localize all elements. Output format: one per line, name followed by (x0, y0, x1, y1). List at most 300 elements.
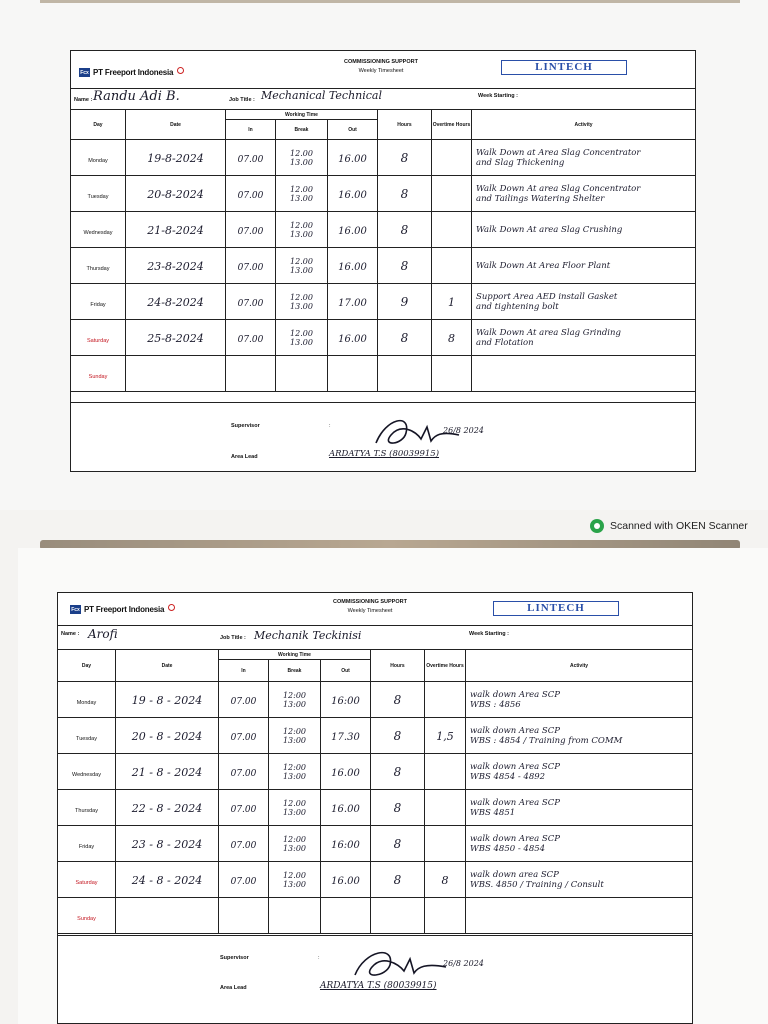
arealead-label: Area Lead (231, 454, 258, 460)
overtime-value: 8 (441, 873, 449, 887)
area-lead-name: ARDATYA T.S (80039915) (320, 981, 437, 991)
supervisor-label: Supervisor (231, 423, 260, 429)
company-name: PT Freeport Indonesia (93, 68, 174, 77)
cell-in (219, 826, 269, 862)
cell-break (269, 790, 321, 826)
cell-day (58, 682, 116, 718)
cell-hours (378, 212, 432, 248)
activity-line-1: walk down Area SCP (470, 833, 560, 844)
table-row (71, 320, 696, 356)
activity-line-2: WBS. 4850 / Training / Consult (470, 879, 604, 890)
cell-out (328, 284, 378, 320)
timesheet-table (57, 649, 693, 934)
break-end: 13:00 (282, 879, 307, 889)
in-value: 07.00 (237, 226, 264, 237)
scanner-logo-icon (590, 519, 604, 533)
scanner-watermark (590, 519, 748, 533)
scanner-text: Scanned with OKEN Scanner (610, 520, 748, 532)
cell-hours (371, 754, 425, 790)
col-date: Date (126, 110, 226, 140)
break-end: 13:00 (282, 807, 307, 817)
cell-activity (466, 682, 693, 718)
out-value: 17.30 (331, 731, 360, 743)
table-row (58, 790, 693, 826)
break-end: 13.00 (290, 157, 313, 167)
cell-out (328, 356, 378, 392)
cell-activity (472, 356, 696, 392)
cell-activity (466, 790, 693, 826)
cell-activity (466, 826, 693, 862)
in-value: 07.00 (230, 840, 257, 851)
job-label: Job Title : (220, 635, 246, 641)
day-label: Friday (78, 843, 95, 850)
in-value: 07.00 (230, 768, 257, 779)
cell-date (126, 176, 226, 212)
break-start: 12:00 (282, 762, 307, 772)
cell-date (126, 248, 226, 284)
cell-day (58, 754, 116, 790)
job-label: Job Title : (229, 97, 255, 103)
break-start: 12.00 (290, 220, 313, 230)
cell-date (126, 320, 226, 356)
table-row (71, 284, 696, 320)
date-value: 23 - 8 - 2024 (131, 837, 203, 851)
day-label: Monday (76, 699, 97, 706)
activity-line-1: walk down area SCP (470, 869, 559, 880)
cell-day (71, 248, 126, 284)
table-row (58, 682, 693, 718)
cell-out (321, 790, 371, 826)
activity-line-2: and tightening bolt (476, 301, 559, 312)
cell-day (71, 140, 126, 176)
area-lead-name: ARDATYA T.S (80039915) (329, 449, 440, 459)
hours-value: 8 (400, 330, 409, 345)
job-value: Mechanical Technical (261, 89, 382, 102)
hours-value: 8 (400, 258, 409, 273)
cell-in (219, 682, 269, 718)
out-value: 16:00 (331, 839, 360, 851)
out-value: 16.00 (338, 153, 367, 165)
cell-in (226, 284, 276, 320)
activity-line-2: and Slag Thickening (476, 157, 565, 168)
cell-break (269, 718, 321, 754)
arealead-label: Area Lead (220, 985, 247, 991)
out-value: 16:00 (331, 695, 360, 707)
cell-activity (466, 718, 693, 754)
cell-hours (371, 862, 425, 898)
cell-overtime (432, 284, 472, 320)
cell-hours (378, 248, 432, 284)
date-value: 19-8-2024 (147, 151, 204, 165)
col-activity: Activity (466, 650, 693, 682)
activity-line-1: Walk Down At area Slag Grinding (476, 327, 621, 338)
registered-icon (177, 67, 184, 74)
paper-edge (40, 0, 740, 3)
name-label: Name : (61, 631, 80, 637)
col-day: Day (71, 110, 126, 140)
col-working-time: Working Time (219, 650, 371, 660)
out-value: 16.00 (338, 189, 367, 201)
form-title-text: COMMISSIONING SUPPORT (333, 599, 407, 605)
cell-break (269, 862, 321, 898)
cell-activity (466, 754, 693, 790)
cell-out (321, 682, 371, 718)
activity-line-1: Walk Down At area Slag Crushing (476, 224, 623, 235)
break-end: 13.00 (290, 301, 313, 311)
cell-out (321, 898, 371, 934)
cell-hours (378, 356, 432, 392)
cell-hours (378, 176, 432, 212)
form-subtitle: Weekly Timesheet (347, 608, 393, 614)
in-value: 07.00 (230, 732, 257, 743)
overtime-value: 1 (448, 295, 455, 309)
cell-overtime (432, 140, 472, 176)
cell-day (71, 356, 126, 392)
cell-date (126, 212, 226, 248)
day-label: Monday (88, 157, 108, 164)
cell-in (226, 176, 276, 212)
overtime-value: 8 (448, 331, 455, 345)
break-start: 12:00 (282, 834, 307, 844)
cell-break (276, 212, 328, 248)
table-row (58, 862, 693, 898)
activity-line-1: Support Area AED install Gasket (476, 291, 618, 302)
cell-overtime (425, 718, 466, 754)
break-start: 12.00 (290, 148, 313, 158)
cell-date (126, 284, 226, 320)
cell-day (58, 790, 116, 826)
hours-value: 8 (393, 764, 402, 779)
day-label: Sunday (88, 373, 108, 380)
in-value: 07.00 (237, 334, 264, 345)
name-value: Arofi (88, 627, 118, 641)
cell-date (116, 790, 219, 826)
company-name: PT Freeport Indonesia (84, 605, 165, 614)
cell-hours (371, 826, 425, 862)
registered-icon (168, 604, 175, 611)
name-label: Name : (74, 97, 93, 103)
cell-out (321, 862, 371, 898)
table-row (71, 176, 696, 212)
cell-in (226, 356, 276, 392)
col-date: Date (116, 650, 219, 682)
cell-in (219, 862, 269, 898)
cell-in (219, 754, 269, 790)
hours-value: 8 (400, 186, 409, 201)
cell-date (116, 826, 219, 862)
out-value: 16.00 (331, 803, 360, 815)
cell-hours (371, 718, 425, 754)
hours-value: 8 (393, 728, 402, 743)
break-end: 13:00 (282, 771, 307, 781)
break-end: 13.00 (290, 193, 313, 203)
cell-out (321, 754, 371, 790)
cell-overtime (425, 898, 466, 934)
cell-out (321, 826, 371, 862)
activity-line-1: Walk Down at Area Slag Concentrator (476, 147, 641, 158)
break-end: 13:00 (282, 699, 307, 709)
cell-out (328, 212, 378, 248)
day-label: Sunday (77, 915, 96, 922)
cell-in (226, 320, 276, 356)
hours-value: 8 (400, 222, 409, 237)
cell-break (276, 248, 328, 284)
break-start: 12.00 (290, 256, 313, 266)
break-start: 12:00 (282, 726, 307, 736)
cell-date (116, 754, 219, 790)
hours-value: 9 (400, 294, 409, 309)
cell-day (71, 212, 126, 248)
day-label: Saturday (75, 879, 98, 886)
form-subtitle: Weekly Timesheet (358, 68, 404, 74)
in-value: 07.00 (237, 298, 264, 309)
cell-day (58, 718, 116, 754)
week-label: Week Starting : (469, 631, 509, 637)
date-value: 20-8-2024 (147, 187, 204, 201)
cell-day (58, 898, 116, 934)
cell-break (269, 898, 321, 934)
cell-hours (371, 898, 425, 934)
cell-date (126, 140, 226, 176)
cell-activity (472, 212, 696, 248)
brand-text: LINTECH (527, 602, 585, 614)
ptfi-logo-icon: Fcx (71, 606, 80, 613)
signature-date: 26/8 2024 (443, 426, 484, 435)
col-out: Out (328, 120, 378, 140)
activity-line-1: Walk Down At Area Floor Plant (476, 260, 611, 271)
break-start: 12.00 (283, 870, 306, 880)
cell-break (269, 826, 321, 862)
in-value: 07.00 (237, 190, 264, 201)
cell-date (116, 718, 219, 754)
in-value: 07.00 (230, 804, 257, 815)
break-end: 13:00 (282, 735, 307, 745)
brand-text: LINTECH (535, 61, 593, 73)
cell-in (219, 718, 269, 754)
cell-in (219, 790, 269, 826)
cell-overtime (425, 862, 466, 898)
divider (58, 935, 692, 936)
cell-overtime (432, 248, 472, 284)
cell-overtime (425, 682, 466, 718)
col-out: Out (321, 660, 371, 682)
date-value: 21-8-2024 (147, 223, 204, 237)
hours-value: 8 (393, 872, 402, 887)
timesheet-2 (57, 592, 693, 1024)
divider (58, 625, 692, 626)
cell-overtime (425, 790, 466, 826)
date-value: 22 - 8 - 2024 (131, 801, 203, 815)
break-end: 13.00 (290, 265, 313, 275)
date-value: 23-8-2024 (147, 259, 204, 273)
col-break: Break (276, 120, 328, 140)
cell-out (328, 140, 378, 176)
table-row (58, 826, 693, 862)
cell-out (328, 176, 378, 212)
break-end: 13:00 (282, 843, 307, 853)
cell-break (276, 284, 328, 320)
cell-hours (378, 320, 432, 356)
day-label: Tuesday (87, 193, 109, 200)
col-in: In (226, 120, 276, 140)
day-label: Thursday (75, 807, 98, 814)
cell-activity (472, 284, 696, 320)
activity-line-1: walk down Area SCP (470, 725, 560, 736)
cell-day (58, 826, 116, 862)
date-value: 20 - 8 - 2024 (131, 729, 203, 743)
colon: : (329, 423, 331, 429)
hours-value: 8 (393, 836, 402, 851)
activity-line-2: and Tailings Watering Shelter (476, 193, 605, 204)
table-row (71, 212, 696, 248)
lintech-logo (501, 60, 627, 75)
col-activity: Activity (472, 110, 696, 140)
supervisor-label: Supervisor (220, 955, 249, 961)
col-hours: Hours (371, 650, 425, 682)
cell-activity (472, 248, 696, 284)
table-row (71, 356, 696, 392)
cell-activity (466, 862, 693, 898)
cell-out (328, 248, 378, 284)
ptfi-logo-icon: Fcx (80, 69, 89, 76)
cell-in (226, 248, 276, 284)
cell-date (116, 862, 219, 898)
ptfi-logo (79, 68, 184, 77)
form-title (310, 599, 430, 614)
cell-overtime (432, 176, 472, 212)
cell-break (269, 754, 321, 790)
cell-date (116, 898, 219, 934)
ptfi-logo (70, 605, 175, 614)
cell-hours (371, 790, 425, 826)
overtime-value: 1,5 (436, 729, 454, 743)
in-value: 07.00 (230, 876, 257, 887)
activity-line-1: walk down Area SCP (470, 797, 560, 808)
cell-break (276, 320, 328, 356)
col-working-time: Working Time (226, 110, 378, 120)
week-label: Week Starting : (478, 93, 518, 99)
cell-activity (472, 320, 696, 356)
out-value: 16.00 (338, 261, 367, 273)
cell-activity (472, 176, 696, 212)
cell-day (71, 284, 126, 320)
break-end: 13.00 (290, 229, 313, 239)
day-label: Friday (90, 301, 106, 308)
activity-line-2: WBS 4850 - 4854 (470, 843, 546, 854)
lintech-logo (493, 601, 619, 616)
col-overtime: Overtime Hours (432, 110, 472, 140)
out-value: 17.00 (338, 297, 367, 309)
day-label: Thursday (86, 265, 110, 272)
in-value: 07.00 (230, 696, 257, 707)
break-start: 12.00 (283, 798, 306, 808)
col-break: Break (269, 660, 321, 682)
break-end: 13.00 (290, 337, 313, 347)
table-row (58, 898, 693, 934)
break-start: 12.00 (290, 184, 313, 194)
date-value: 21 - 8 - 2024 (131, 765, 203, 779)
out-value: 16.00 (338, 333, 367, 345)
activity-line-2: and Flotation (476, 337, 534, 348)
form-title-text: COMMISSIONING SUPPORT (344, 59, 418, 65)
cell-date (116, 682, 219, 718)
date-value: 19 - 8 - 2024 (131, 693, 203, 707)
col-hours: Hours (378, 110, 432, 140)
col-day: Day (58, 650, 116, 682)
table-row (58, 718, 693, 754)
date-value: 24 - 8 - 2024 (131, 873, 203, 887)
activity-line-1: walk down Area SCP (470, 689, 560, 700)
cell-hours (378, 284, 432, 320)
activity-line-1: Walk Down At area Slag Concentrator (476, 183, 641, 194)
table-row (58, 754, 693, 790)
activity-line-2: WBS 4851 (470, 807, 516, 818)
hours-value: 8 (400, 150, 409, 165)
cell-overtime (432, 356, 472, 392)
cell-activity (466, 898, 693, 934)
activity-line-2: WBS : 4856 (470, 699, 521, 710)
colon: : (318, 955, 320, 961)
date-value: 25-8-2024 (147, 331, 204, 345)
table-row (71, 140, 696, 176)
cell-break (276, 356, 328, 392)
day-label: Wednesday (83, 229, 113, 236)
cell-date (126, 356, 226, 392)
cell-break (269, 682, 321, 718)
cell-overtime (425, 754, 466, 790)
out-value: 16.00 (338, 225, 367, 237)
day-label: Saturday (86, 337, 109, 344)
activity-line-2: WBS 4854 - 4892 (470, 771, 546, 782)
timesheet-1 (70, 50, 696, 472)
name-value: Randu Adi B. (93, 89, 180, 104)
cell-in (219, 898, 269, 934)
cell-overtime (425, 826, 466, 862)
job-value: Mechanik Teckinisi (254, 629, 362, 642)
form-title (321, 59, 441, 74)
hours-value: 8 (393, 800, 402, 815)
activity-line-1: walk down Area SCP (470, 761, 560, 772)
cell-day (58, 862, 116, 898)
cell-out (328, 320, 378, 356)
hours-value: 8 (393, 692, 402, 707)
break-start: 12.00 (290, 292, 313, 302)
cell-in (226, 212, 276, 248)
table-row (71, 248, 696, 284)
col-in: In (219, 660, 269, 682)
cell-day (71, 176, 126, 212)
out-value: 16.00 (331, 767, 360, 779)
activity-line-2: WBS : 4854 / Training from COMM (470, 735, 623, 746)
cell-break (276, 140, 328, 176)
cell-hours (378, 140, 432, 176)
cell-in (226, 140, 276, 176)
cell-break (276, 176, 328, 212)
cell-overtime (432, 212, 472, 248)
cell-hours (371, 682, 425, 718)
break-start: 12.00 (290, 328, 313, 338)
supervisor-signature (350, 945, 450, 985)
col-overtime: Overtime Hours (425, 650, 466, 682)
in-value: 07.00 (237, 262, 264, 273)
cell-overtime (432, 320, 472, 356)
date-value: 24-8-2024 (147, 295, 204, 309)
break-start: 12:00 (282, 690, 307, 700)
timesheet-table (70, 109, 696, 392)
in-value: 07.00 (237, 154, 264, 165)
divider (71, 402, 695, 403)
day-label: Wednesday (72, 771, 101, 778)
